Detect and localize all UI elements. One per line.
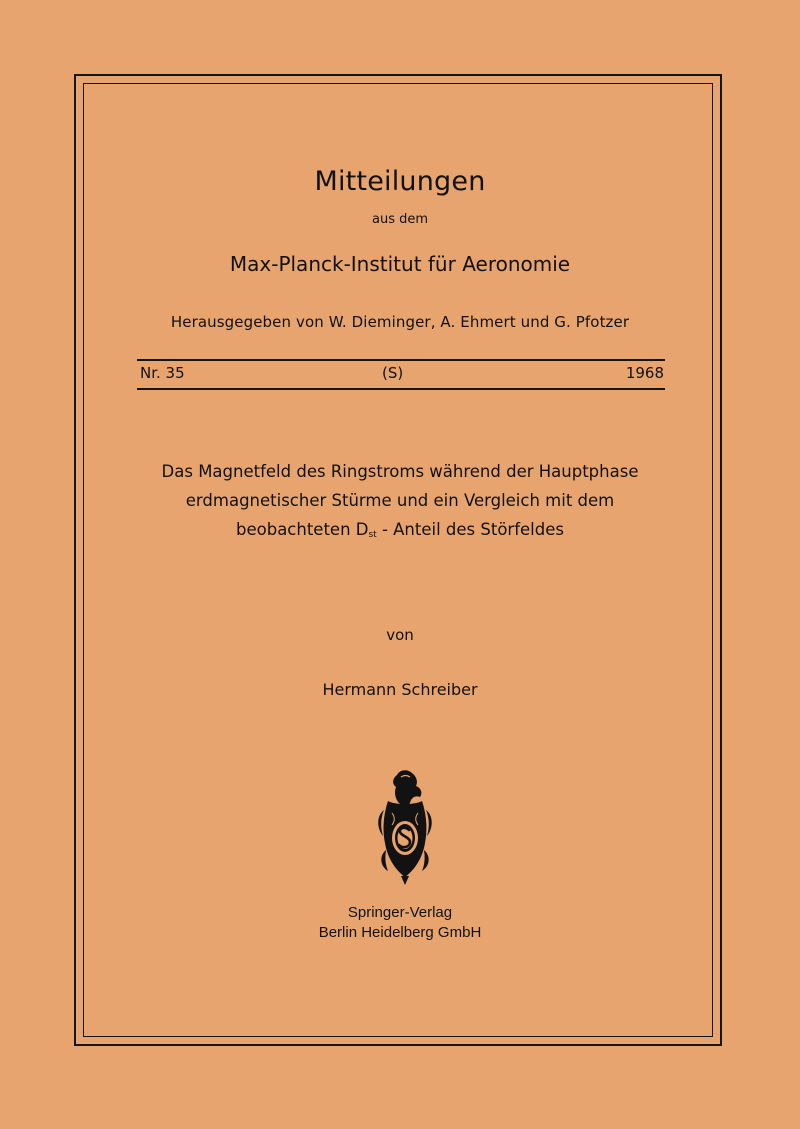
von-text: von <box>386 626 414 644</box>
springer-knight-emblem-icon <box>370 768 440 888</box>
editors-line: Herausgegeben von W. Dieminger, A. Ehmert und G. Pfotzer <box>170 313 630 331</box>
issue-number: Nr. 35 <box>140 364 185 382</box>
institute-name: Max-Planck-Institut für Aeronomie <box>229 252 571 276</box>
title-line-3-end: - Anteil des Störfeldes <box>376 520 564 539</box>
author-name: Hermann Schreiber <box>322 680 478 699</box>
title-line-3 <box>0 515 800 550</box>
top-rule <box>137 359 665 361</box>
issue-series: (S) <box>382 364 404 382</box>
title-line-1: Das Magnetfeld des Ringstroms während der Hauptphase <box>161 462 639 481</box>
title-subscript: st <box>368 530 377 540</box>
main-title <box>0 457 800 550</box>
title-line-3-start: beobachteten D <box>236 520 369 539</box>
aus-dem-text: aus dem <box>371 212 429 227</box>
publisher-name: Springer-Verlag <box>347 904 453 921</box>
title-line-2: erdmagnetischer Stürme und ein Vergleich mit dem <box>185 491 615 510</box>
bottom-rule <box>137 388 665 390</box>
publisher-place: Berlin Heidelberg GmbH <box>318 924 482 941</box>
issue-year: 1968 <box>625 364 664 382</box>
series-title: Mitteilungen <box>314 166 486 197</box>
